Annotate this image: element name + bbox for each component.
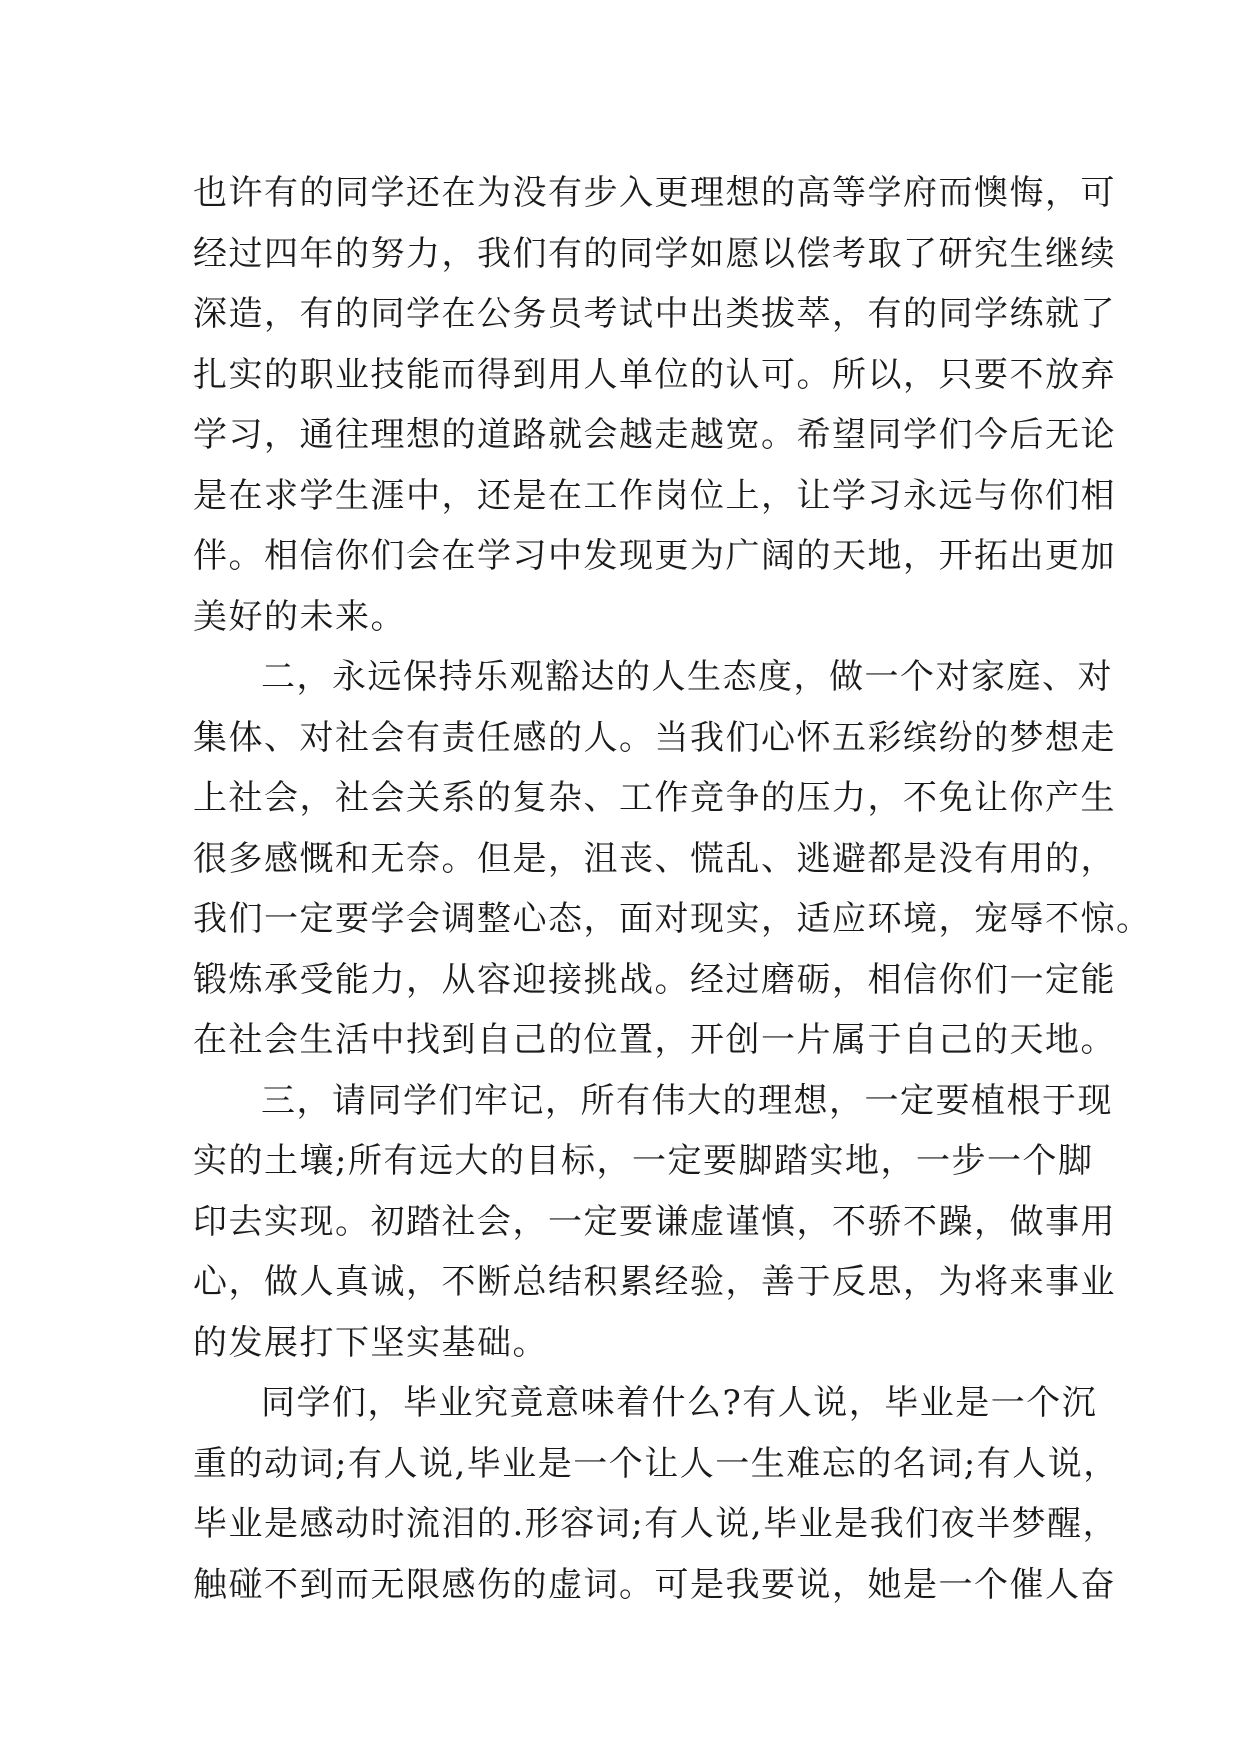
text-line: 深造，有的同学在公务员考试中出类拔萃，有的同学练就了 bbox=[193, 294, 1116, 334]
text-line: 实的土壤;所有远大的目标，一定要脚踏实地，一步一个脚 bbox=[193, 1141, 1094, 1181]
text-line: 毕业是感动时流泪的.形容词;有人说,毕业是我们夜半梦醒， bbox=[193, 1504, 1119, 1544]
text-line: 扎实的职业技能而得到用人单位的认可。所以，只要不放弃 bbox=[193, 354, 1116, 395]
text-line: 学习，通往理想的道路就会越走越宽。希望同学们今后无论 bbox=[193, 415, 1116, 455]
text-line: 也许有的同学还在为没有步入更理想的高等学府而懊悔，可 bbox=[193, 173, 1116, 213]
paragraph-start-line: 同学们，毕业究竟意味着什么?有人说，毕业是一个沉 bbox=[261, 1383, 1098, 1423]
text-line: 的发展打下坚实基础。 bbox=[193, 1322, 548, 1363]
text-line: 很多感慨和无奈。但是，沮丧、慌乱、逃避都是没有用的， bbox=[193, 838, 1116, 879]
text-line: 锻炼承受能力，从容迎接挑战。经过磨砺，相信你们一定能 bbox=[193, 959, 1116, 1000]
text-line: 伴。相信你们会在学习中发现更为广阔的天地，开拓出更加 bbox=[193, 536, 1116, 576]
text-line: 在社会生活中找到自己的位置，开创一片属于自己的天地。 bbox=[193, 1020, 1116, 1060]
paragraph-start-line: 二，永远保持乐观豁达的人生态度，做一个对家庭、对 bbox=[261, 657, 1113, 697]
text-line: 印去实现。初踏社会，一定要谦虚谨慎，不骄不躁，做事用 bbox=[193, 1201, 1116, 1242]
text-line: 触碰不到而无限感伤的虚词。可是我要说，她是一个催人奋 bbox=[193, 1564, 1116, 1605]
text-line: 心，做人真诚，不断总结积累经验，善于反思，为将来事业 bbox=[193, 1262, 1116, 1302]
text-line: 上社会，社会关系的复杂、工作竞争的压力，不免让你产生 bbox=[193, 778, 1116, 818]
document-body bbox=[193, 163, 1152, 1615]
text-line: 重的动词;有人说,毕业是一个让人一生难忘的名词;有人说， bbox=[193, 1443, 1119, 1484]
paragraph-start-line: 三，请同学们牢记，所有伟大的理想，一定要植根于现 bbox=[261, 1080, 1113, 1121]
text-line: 集体、对社会有责任感的人。当我们心怀五彩缤纷的梦想走 bbox=[193, 717, 1116, 758]
text-line: 美好的未来。 bbox=[193, 596, 406, 637]
text-line: 经过四年的努力，我们有的同学如愿以偿考取了研究生继续 bbox=[193, 233, 1116, 274]
text-line: 我们一定要学会调整心态，面对现实，适应环境，宠辱不惊。 bbox=[193, 899, 1152, 939]
text-line: 是在求学生涯中，还是在工作岗位上，让学习永远与你们相 bbox=[193, 475, 1116, 516]
